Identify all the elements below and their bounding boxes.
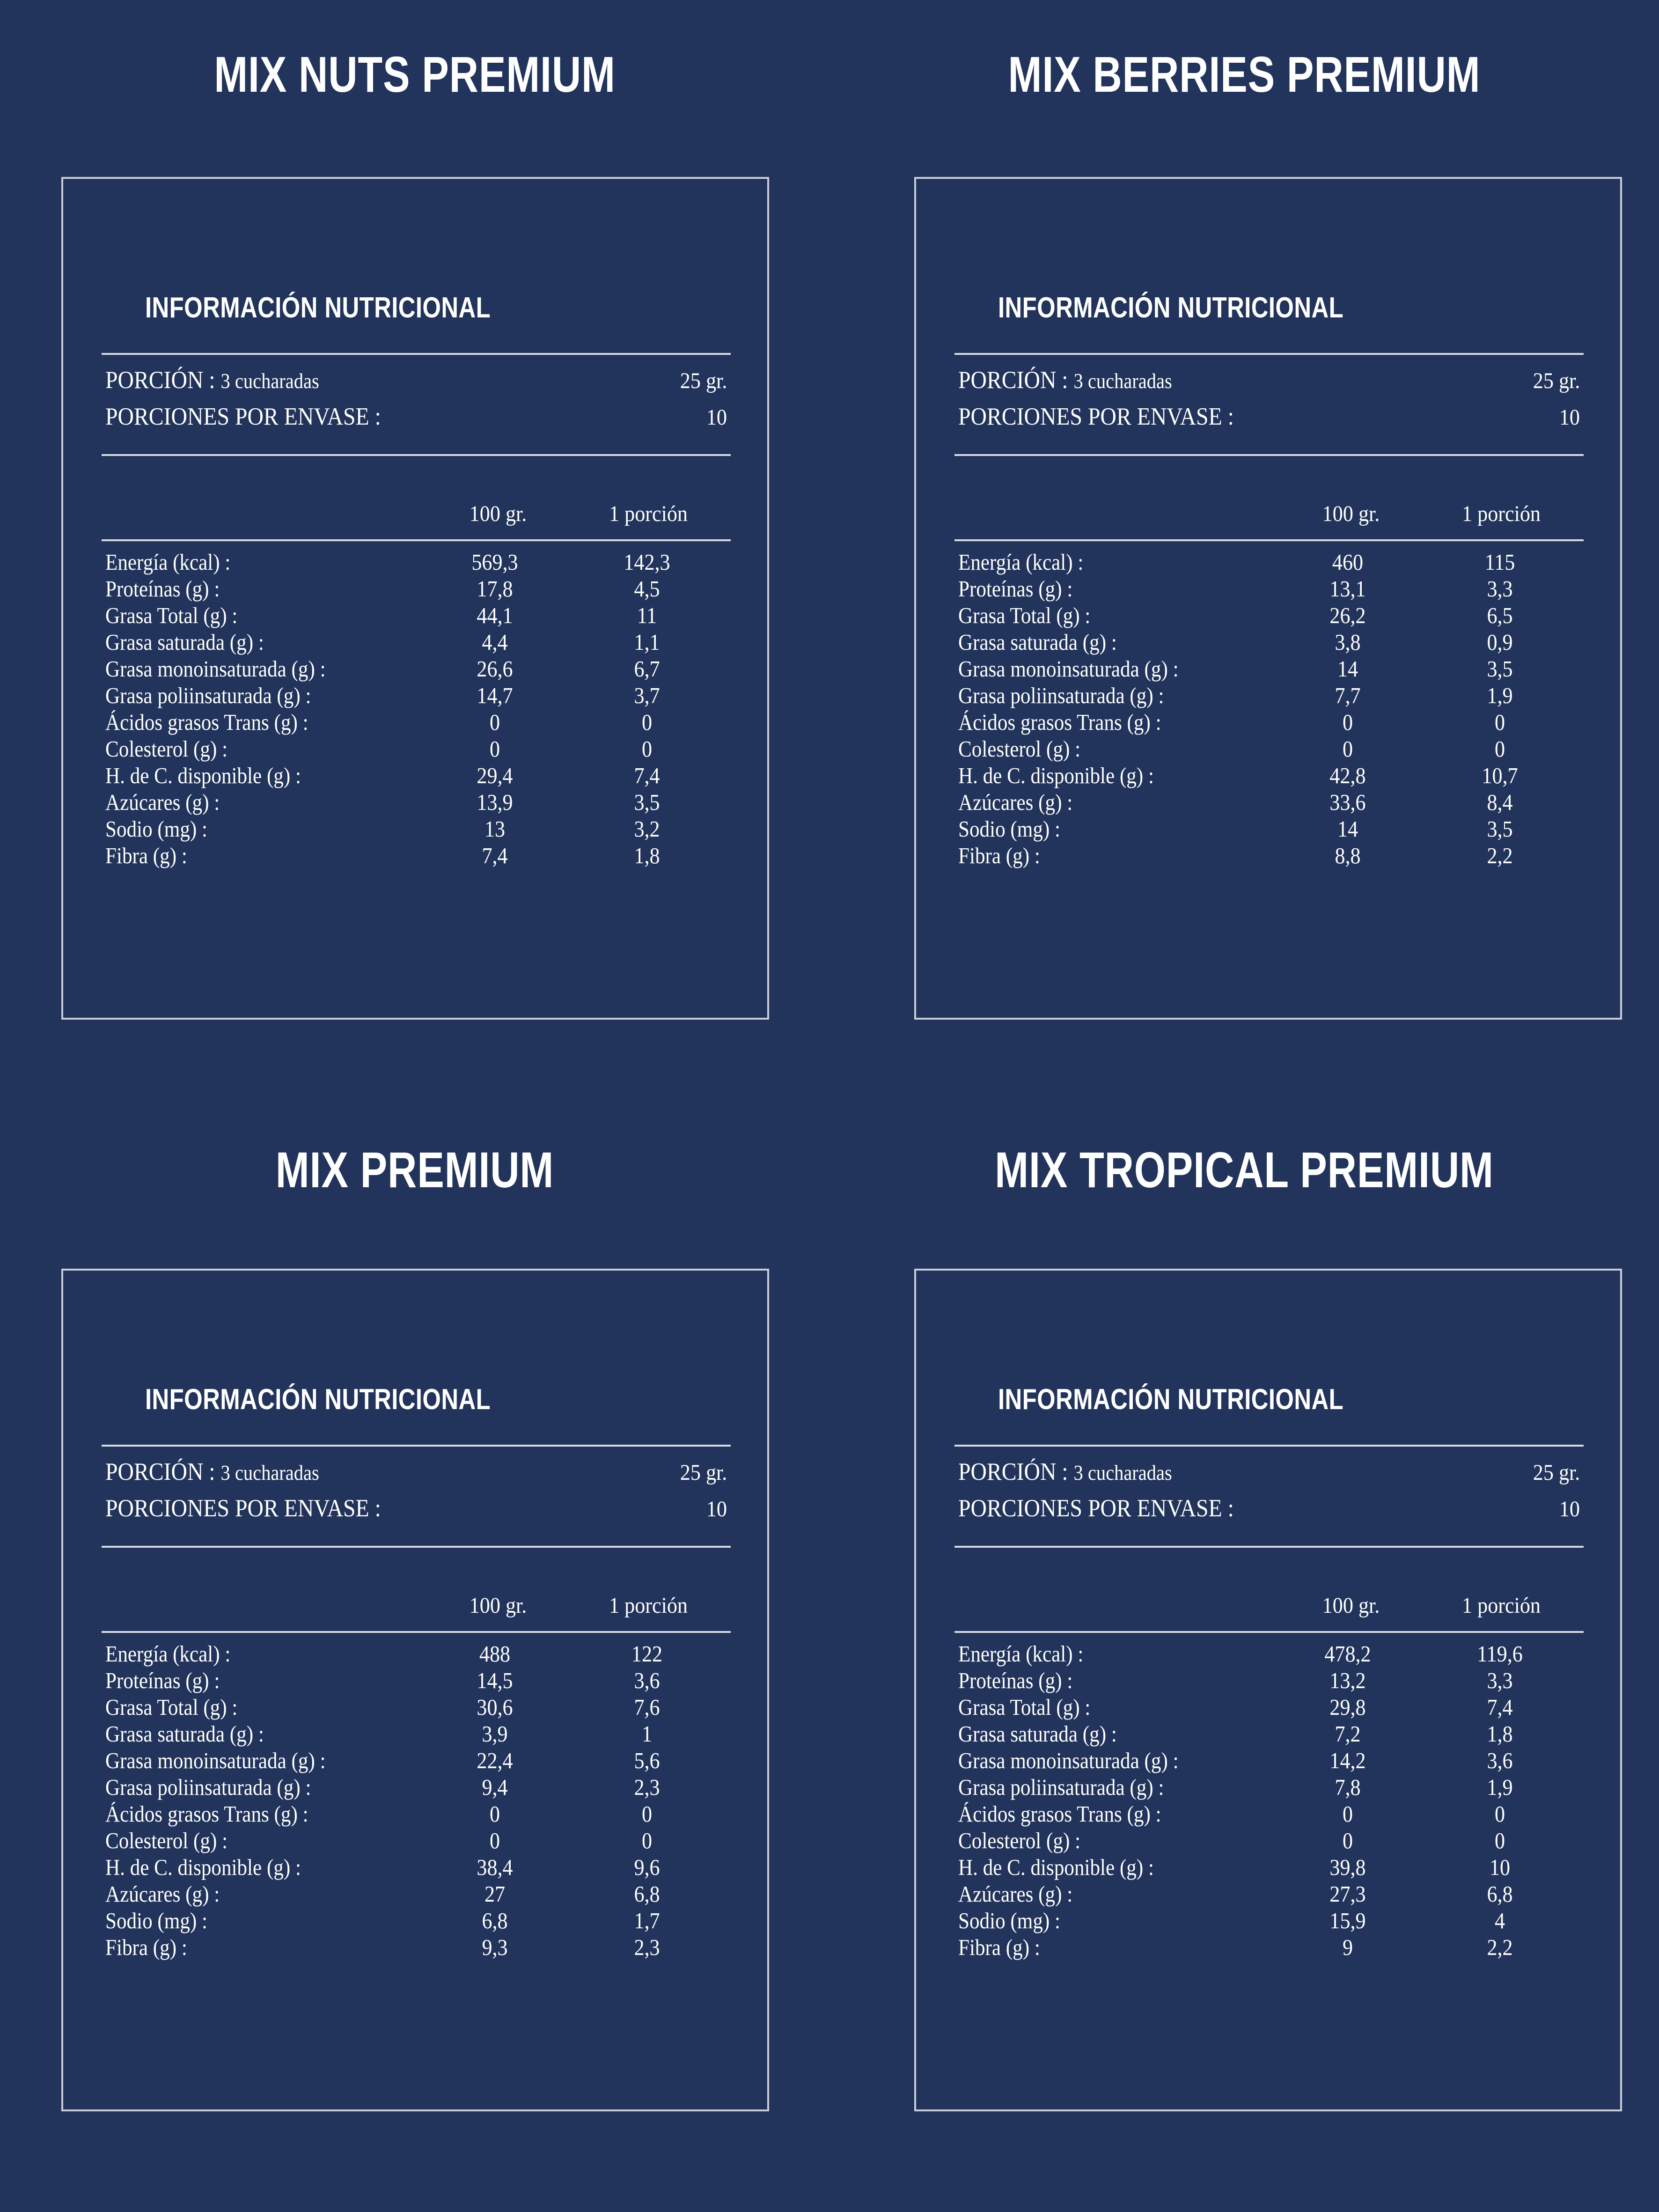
nutrient-value-100g: 0 <box>489 1828 500 1853</box>
divider-rule-3 <box>954 1631 1584 1633</box>
nutrient-value-100g: 6,8 <box>482 1908 508 1933</box>
divider-rule-3 <box>954 539 1584 541</box>
nutrient-value-portion: 3,3 <box>1487 1668 1513 1693</box>
nutrient-value-portion: 0 <box>641 709 653 735</box>
nutrient-name: Fibra (g) : <box>105 1934 187 1960</box>
nutrient-value-portion: 122 <box>631 1641 663 1667</box>
nutrient-table <box>954 1640 1584 1961</box>
nutrient-name: Sodio (mg) : <box>105 1908 208 1933</box>
nutrient-table <box>954 549 1584 869</box>
nutrient-value-portion: 1,8 <box>634 843 660 868</box>
nutrition-card-inner <box>63 1271 767 2109</box>
portion-value: 25 gr. <box>680 1460 727 1485</box>
divider-rule-3 <box>102 539 731 541</box>
nutrient-value-portion: 0 <box>1494 1801 1505 1827</box>
nutrient-value-portion: 1,1 <box>634 629 660 655</box>
portions-per-package-label: PORCIONES POR ENVASE : <box>105 1495 381 1522</box>
nutrient-value-100g: 14,7 <box>477 683 513 708</box>
nutrient-name: Proteínas (g) : <box>958 576 1073 602</box>
nutrient-name: Colesterol (g) : <box>958 736 1081 762</box>
nutrient-value-portion: 10,7 <box>1482 763 1518 788</box>
nutrient-value-portion: 3,7 <box>634 683 660 708</box>
divider-rule-2 <box>102 454 731 456</box>
nutrient-value-100g: 488 <box>479 1641 511 1667</box>
nutrient-name: Energía (kcal) : <box>958 549 1084 575</box>
column-headers <box>102 501 731 534</box>
nutrient-value-portion: 0 <box>1494 736 1505 762</box>
portions-per-package-value: 10 <box>706 1497 727 1521</box>
nutrient-name: Grasa Total (g) : <box>958 1694 1091 1720</box>
nutrient-name: Grasa monoinsaturada (g) : <box>105 1748 326 1773</box>
nutrient-value-portion: 0 <box>641 1828 653 1853</box>
table-row <box>102 1934 731 1961</box>
table-row <box>102 762 731 789</box>
table-row <box>102 1854 731 1881</box>
table-row <box>102 629 731 655</box>
nutrient-table <box>102 1640 731 1961</box>
nutrient-name: Grasa saturada (g) : <box>958 629 1117 655</box>
table-row <box>102 655 731 682</box>
nutrient-value-100g: 7,4 <box>482 843 508 868</box>
nutrition-heading: INFORMACIÓN NUTRICIONAL <box>998 292 1344 324</box>
table-row <box>954 1800 1584 1827</box>
nutrient-value-100g: 9 <box>1342 1934 1353 1960</box>
portion-label <box>958 366 1172 394</box>
nutrient-value-portion: 0 <box>641 1801 653 1827</box>
nutrient-value-100g: 9,3 <box>482 1934 508 1960</box>
nutrient-value-portion: 3,5 <box>634 789 660 815</box>
nutrient-name: Grasa Total (g) : <box>105 1694 238 1720</box>
table-row <box>102 1720 731 1747</box>
nutrient-value-100g: 460 <box>1332 549 1364 575</box>
nutrient-name: Azúcares (g) : <box>105 1881 220 1907</box>
nutrient-name: Ácidos grasos Trans (g) : <box>105 709 308 735</box>
nutrient-value-100g: 0 <box>1342 1801 1353 1827</box>
nutrition-card-inner <box>916 1271 1620 2109</box>
table-row <box>954 1667 1584 1694</box>
table-row <box>954 735 1584 762</box>
table-row <box>102 1774 731 1800</box>
nutrient-value-100g: 478,2 <box>1324 1641 1371 1667</box>
portion-label <box>105 366 319 394</box>
nutrient-value-portion: 9,6 <box>634 1854 660 1880</box>
nutrient-name: Grasa monoinsaturada (g) : <box>958 656 1179 682</box>
nutrient-value-100g: 38,4 <box>477 1854 513 1880</box>
product-title: MIX TROPICAL PREMIUM <box>995 1141 1494 1198</box>
nutrient-value-100g: 8,8 <box>1335 843 1361 868</box>
nutrient-value-portion: 1 <box>641 1721 653 1747</box>
nutrient-name: Fibra (g) : <box>958 1934 1040 1960</box>
nutrient-value-portion: 6,7 <box>634 656 660 682</box>
product-title: MIX BERRIES PREMIUM <box>1008 46 1481 103</box>
table-row <box>102 709 731 735</box>
portion-value: 25 gr. <box>1533 1460 1580 1485</box>
nutrient-value-100g: 13,9 <box>477 789 513 815</box>
portion-label <box>958 1458 1172 1486</box>
nutrient-value-portion: 8,4 <box>1487 789 1513 815</box>
nutrient-name: Azúcares (g) : <box>105 789 220 815</box>
divider-rule-2 <box>954 454 1584 456</box>
nutrition-facts-card <box>914 177 1622 1020</box>
table-row <box>954 1934 1584 1961</box>
table-row <box>954 762 1584 789</box>
table-row <box>954 1694 1584 1720</box>
nutrient-name: Grasa saturada (g) : <box>105 1721 264 1747</box>
nutrient-name: Ácidos grasos Trans (g) : <box>958 709 1161 735</box>
portions-per-package-value: 10 <box>706 405 727 430</box>
nutrient-value-100g: 29,4 <box>477 763 513 788</box>
table-row <box>954 1720 1584 1747</box>
divider-rule-1 <box>102 353 731 355</box>
nutrient-name: Azúcares (g) : <box>958 789 1073 815</box>
table-row <box>954 1640 1584 1667</box>
column-headers <box>954 1593 1584 1625</box>
table-row <box>954 1827 1584 1854</box>
portion-label-text: PORCIÓN : <box>105 367 215 394</box>
nutrition-facts-card <box>914 1269 1622 2111</box>
divider-rule-2 <box>102 1546 731 1548</box>
nutrient-value-100g: 14,5 <box>477 1668 513 1693</box>
divider-rule-1 <box>954 353 1584 355</box>
nutrient-value-portion: 11 <box>637 603 657 628</box>
nutrient-name: Ácidos grasos Trans (g) : <box>958 1801 1161 1827</box>
column-header-100g: 100 gr. <box>1322 501 1380 526</box>
table-row <box>102 1827 731 1854</box>
nutrient-value-portion: 5,6 <box>634 1748 660 1773</box>
column-header-100g: 100 gr. <box>469 1593 527 1618</box>
column-header-100g: 100 gr. <box>1322 1593 1380 1618</box>
table-row <box>954 816 1584 842</box>
nutrient-name: Grasa poliinsaturada (g) : <box>105 1774 311 1800</box>
column-header-100g: 100 gr. <box>469 501 527 526</box>
table-row <box>954 682 1584 709</box>
nutrient-value-100g: 15,9 <box>1329 1908 1366 1933</box>
nutrient-value-100g: 7,7 <box>1335 683 1361 708</box>
nutrient-value-100g: 42,8 <box>1329 763 1366 788</box>
nutrient-value-100g: 22,4 <box>477 1748 513 1773</box>
divider-rule-2 <box>954 1546 1584 1548</box>
table-row <box>102 1747 731 1774</box>
portion-detail-text: 3 cucharadas <box>220 1461 319 1484</box>
column-headers <box>102 1593 731 1625</box>
portion-label-text: PORCIÓN : <box>105 1458 215 1485</box>
nutrition-heading: INFORMACIÓN NUTRICIONAL <box>145 292 491 324</box>
portions-per-package-value: 10 <box>1559 405 1580 430</box>
nutrient-value-100g: 26,2 <box>1329 603 1366 628</box>
table-row <box>954 1774 1584 1800</box>
portion-label <box>105 1458 319 1486</box>
portion-detail-text: 3 cucharadas <box>1073 369 1172 393</box>
table-row <box>954 549 1584 575</box>
nutrient-value-100g: 29,8 <box>1329 1694 1366 1720</box>
nutrient-value-100g: 27 <box>484 1881 506 1907</box>
nutrient-name: Colesterol (g) : <box>105 736 228 762</box>
nutrient-name: H. de C. disponible (g) : <box>958 763 1154 788</box>
portion-detail-text: 3 cucharadas <box>220 369 319 393</box>
table-row <box>954 655 1584 682</box>
table-row <box>102 682 731 709</box>
nutrient-value-portion: 4 <box>1494 1908 1505 1933</box>
nutrient-value-portion: 0 <box>1494 1828 1505 1853</box>
nutrient-value-100g: 13 <box>484 816 506 842</box>
table-row <box>954 789 1584 816</box>
nutrient-value-portion: 3,5 <box>1487 816 1513 842</box>
table-row <box>102 549 731 575</box>
table-row <box>954 709 1584 735</box>
table-row <box>102 1800 731 1827</box>
nutrient-value-portion: 1,9 <box>1487 1774 1513 1800</box>
portion-label-text: PORCIÓN : <box>958 367 1068 394</box>
nutrient-name: H. de C. disponible (g) : <box>958 1854 1154 1880</box>
nutrient-value-100g: 9,4 <box>482 1774 508 1800</box>
product-title: MIX NUTS PREMIUM <box>214 46 616 103</box>
nutrient-value-portion: 7,4 <box>634 763 660 788</box>
nutrient-name: Proteínas (g) : <box>958 1668 1073 1693</box>
nutrient-name: Grasa poliinsaturada (g) : <box>958 683 1164 708</box>
product-block <box>830 0 1659 1100</box>
nutrient-name: Fibra (g) : <box>105 843 187 868</box>
nutrient-value-100g: 0 <box>1342 736 1353 762</box>
nutrient-name: Sodio (mg) : <box>958 816 1061 842</box>
nutrient-value-portion: 10 <box>1489 1854 1511 1880</box>
portion-value: 25 gr. <box>1533 368 1580 393</box>
table-row <box>102 602 731 629</box>
nutrient-name: Grasa Total (g) : <box>105 603 238 628</box>
nutrient-value-portion: 0 <box>1494 709 1505 735</box>
portion-label-text: PORCIÓN : <box>958 1458 1068 1485</box>
table-row <box>102 1694 731 1720</box>
portions-per-package-label: PORCIONES POR ENVASE : <box>105 403 381 430</box>
column-header-portion: 1 porción <box>609 501 688 526</box>
nutrient-name: Proteínas (g) : <box>105 576 220 602</box>
nutrient-name: Colesterol (g) : <box>958 1828 1081 1853</box>
table-row <box>102 816 731 842</box>
table-row <box>102 842 731 869</box>
nutrient-value-portion: 142,3 <box>624 549 670 575</box>
nutrient-name: Sodio (mg) : <box>105 816 208 842</box>
portions-per-package-label: PORCIONES POR ENVASE : <box>958 403 1234 430</box>
nutrient-value-100g: 17,8 <box>477 576 513 602</box>
nutrient-value-100g: 3,9 <box>482 1721 508 1747</box>
nutrient-name: Grasa monoinsaturada (g) : <box>958 1748 1179 1773</box>
nutrient-value-portion: 3,5 <box>1487 656 1513 682</box>
divider-rule-1 <box>102 1445 731 1447</box>
nutrient-value-portion: 3,3 <box>1487 576 1513 602</box>
nutrition-heading: INFORMACIÓN NUTRICIONAL <box>998 1383 1344 1416</box>
portions-per-package-value: 10 <box>1559 1497 1580 1521</box>
nutrient-name: Grasa poliinsaturada (g) : <box>958 1774 1164 1800</box>
nutrient-value-100g: 27,3 <box>1329 1881 1366 1907</box>
nutrition-heading: INFORMACIÓN NUTRICIONAL <box>145 1383 491 1416</box>
table-row <box>954 1854 1584 1881</box>
table-row <box>102 575 731 602</box>
nutrient-value-portion: 3,2 <box>634 816 660 842</box>
nutrient-value-portion: 119,6 <box>1477 1641 1523 1667</box>
table-row <box>102 735 731 762</box>
table-row <box>102 1667 731 1694</box>
table-row <box>102 1907 731 1934</box>
nutrient-value-portion: 2,3 <box>634 1934 660 1960</box>
nutrient-name: Grasa saturada (g) : <box>958 1721 1117 1747</box>
nutrient-value-100g: 7,8 <box>1335 1774 1361 1800</box>
nutrient-value-portion: 2,2 <box>1487 843 1513 868</box>
table-row <box>102 1640 731 1667</box>
column-header-portion: 1 porción <box>609 1593 688 1618</box>
nutrient-value-100g: 0 <box>489 709 500 735</box>
nutrient-name: Energía (kcal) : <box>105 549 231 575</box>
nutrient-value-portion: 7,4 <box>1487 1694 1513 1720</box>
nutrient-name: Grasa Total (g) : <box>958 603 1091 628</box>
nutrient-name: Fibra (g) : <box>958 843 1040 868</box>
table-row <box>954 602 1584 629</box>
nutrient-value-portion: 0,9 <box>1487 629 1513 655</box>
nutrient-name: Energía (kcal) : <box>958 1641 1084 1667</box>
nutrient-name: Grasa monoinsaturada (g) : <box>105 656 326 682</box>
nutrient-value-portion: 4,5 <box>634 576 660 602</box>
nutrient-value-portion: 1,8 <box>1487 1721 1513 1747</box>
nutrient-value-100g: 0 <box>1342 709 1353 735</box>
divider-rule-3 <box>102 1631 731 1633</box>
nutrient-name: Ácidos grasos Trans (g) : <box>105 1801 308 1827</box>
nutrient-name: Azúcares (g) : <box>958 1881 1073 1907</box>
table-row <box>102 789 731 816</box>
nutrient-value-portion: 6,5 <box>1487 603 1513 628</box>
nutrient-value-100g: 0 <box>489 1801 500 1827</box>
portion-value: 25 gr. <box>680 368 727 393</box>
nutrient-value-100g: 44,1 <box>477 603 513 628</box>
divider-rule-1 <box>954 1445 1584 1447</box>
nutrient-value-portion: 6,8 <box>634 1881 660 1907</box>
nutrition-facts-card <box>61 177 769 1020</box>
nutrition-card-inner <box>63 179 767 1018</box>
nutrient-value-100g: 4,4 <box>482 629 508 655</box>
nutrient-value-100g: 13,1 <box>1329 576 1366 602</box>
product-title: MIX PREMIUM <box>275 1141 554 1198</box>
nutrient-name: Grasa saturada (g) : <box>105 629 264 655</box>
nutrient-value-100g: 0 <box>489 736 500 762</box>
nutrient-value-portion: 3,6 <box>1487 1748 1513 1773</box>
nutrient-name: Sodio (mg) : <box>958 1908 1061 1933</box>
nutrient-value-100g: 30,6 <box>477 1694 513 1720</box>
nutrition-card-inner <box>916 179 1620 1018</box>
nutrient-value-100g: 3,8 <box>1335 629 1361 655</box>
nutrient-name: Colesterol (g) : <box>105 1828 228 1853</box>
nutrient-value-100g: 0 <box>1342 1828 1353 1853</box>
table-row <box>954 842 1584 869</box>
nutrient-value-100g: 14 <box>1337 656 1358 682</box>
table-row <box>102 1881 731 1907</box>
table-row <box>954 629 1584 655</box>
nutrient-value-portion: 2,3 <box>634 1774 660 1800</box>
nutrient-value-100g: 33,6 <box>1329 789 1366 815</box>
column-header-portion: 1 porción <box>1461 501 1541 526</box>
product-block <box>0 0 830 1100</box>
nutrient-name: Proteínas (g) : <box>105 1668 220 1693</box>
column-header-portion: 1 porción <box>1461 1593 1541 1618</box>
nutrient-value-100g: 14,2 <box>1329 1748 1366 1773</box>
nutrient-value-portion: 6,8 <box>1487 1881 1513 1907</box>
nutrient-value-portion: 115 <box>1484 549 1515 575</box>
table-row <box>954 1907 1584 1934</box>
nutrient-name: Energía (kcal) : <box>105 1641 231 1667</box>
nutrient-name: H. de C. disponible (g) : <box>105 763 301 788</box>
table-row <box>954 1747 1584 1774</box>
nutrient-value-portion: 3,6 <box>634 1668 660 1693</box>
column-headers <box>954 501 1584 534</box>
nutrient-value-100g: 13,2 <box>1329 1668 1366 1693</box>
nutrient-table <box>102 549 731 869</box>
portion-detail-text: 3 cucharadas <box>1073 1461 1172 1484</box>
nutrient-value-portion: 1,7 <box>634 1908 660 1933</box>
nutrient-value-100g: 7,2 <box>1335 1721 1361 1747</box>
table-row <box>954 575 1584 602</box>
nutrient-value-100g: 14 <box>1337 816 1358 842</box>
nutrient-value-100g: 569,3 <box>471 549 518 575</box>
nutrient-value-100g: 26,6 <box>477 656 513 682</box>
product-block <box>830 1100 1659 2212</box>
portions-per-package-label: PORCIONES POR ENVASE : <box>958 1495 1234 1522</box>
nutrient-value-portion: 0 <box>641 736 653 762</box>
product-block <box>0 1100 830 2212</box>
nutrient-name: H. de C. disponible (g) : <box>105 1854 301 1880</box>
nutrient-value-portion: 2,2 <box>1487 1934 1513 1960</box>
table-row <box>954 1881 1584 1907</box>
nutrition-facts-card <box>61 1269 769 2111</box>
nutrient-value-100g: 39,8 <box>1329 1854 1366 1880</box>
nutrient-value-portion: 7,6 <box>634 1694 660 1720</box>
nutrient-name: Grasa poliinsaturada (g) : <box>105 683 311 708</box>
nutrient-value-portion: 1,9 <box>1487 683 1513 708</box>
